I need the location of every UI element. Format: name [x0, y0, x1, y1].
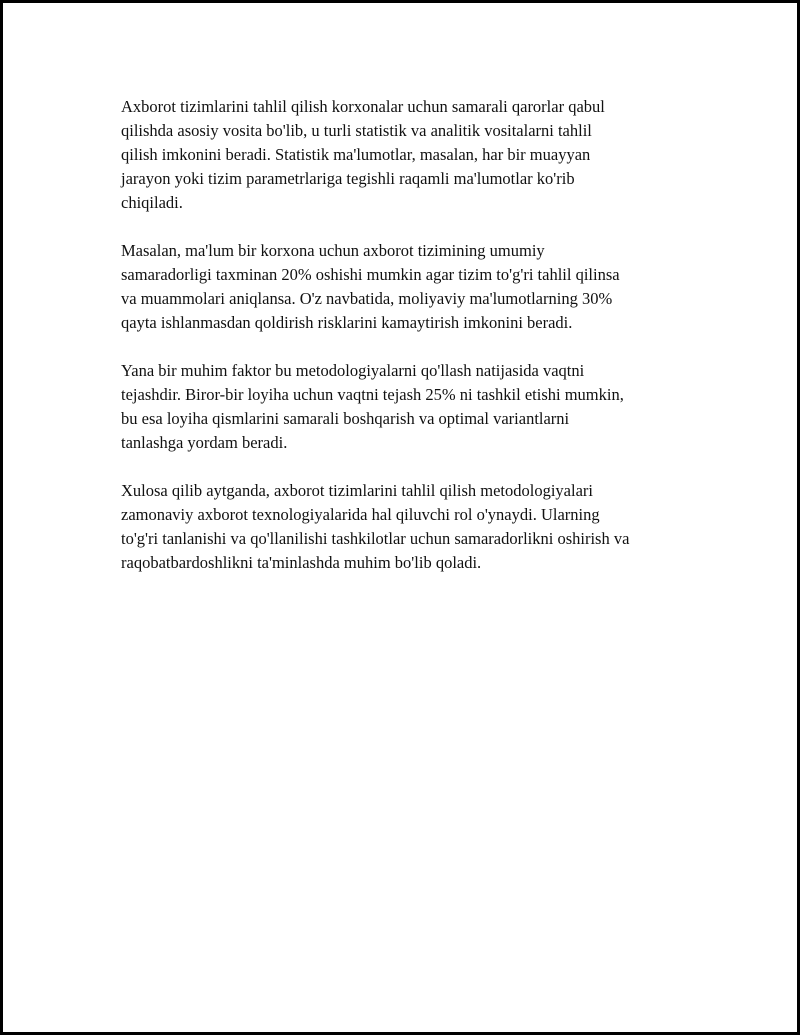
paragraph-line: va muammolari aniqlansa. O'z navbatida, moliyaviy ma'lumotlarning 30% [121, 289, 613, 308]
paragraph-line: qilishda asosiy vosita bo'lib, u turli statistik va analitik vositalarni tahlil [121, 121, 592, 140]
paragraph-line: to'g'ri tanlanishi va qo'llanilishi tashkilotlar uchun samaradorlikni oshirish va [121, 529, 630, 548]
paragraph-line: chiqiladi. [121, 193, 183, 212]
paragraph-line: Xulosa qilib aytganda, axborot tizimlarini tahlil qilish metodologiyalari [121, 481, 593, 500]
paragraph-line: tanlashga yordam beradi. [121, 433, 288, 452]
paragraph-line: qayta ishlanmasdan qoldirish risklarini kamaytirish imkonini beradi. [121, 313, 573, 332]
paragraph-1 [121, 95, 696, 215]
paragraph-line: jarayon yoki tizim parametrlariga tegishli raqamli ma'lumotlar ko'rib [121, 169, 575, 188]
paragraph-3 [121, 359, 696, 455]
paragraph-line: Yana bir muhim faktor bu metodologiyalarni qo'llash natijasida vaqtni [121, 361, 585, 380]
paragraph-line: bu esa loyiha qismlarini samarali boshqarish va optimal variantlarni [121, 409, 570, 428]
paragraph-line: raqobatbardoshlikni ta'minlashda muhim bo'lib qoladi. [121, 553, 482, 572]
paragraph-line: Masalan, ma'lum bir korxona uchun axborot tizimining umumiy [121, 241, 545, 260]
paragraph-line: qilish imkonini beradi. Statistik ma'lumotlar, masalan, har bir muayyan [121, 145, 591, 164]
paragraph-line: samaradorligi taxminan 20% oshishi mumkin agar tizim to'g'ri tahlil qilinsa [121, 265, 620, 284]
paragraph-line: tejashdir. Biror-bir loyiha uchun vaqtni tejash 25% ni tashkil etishi mumkin, [121, 385, 624, 404]
paragraph-4 [121, 479, 696, 575]
paragraph-line: Axborot tizimlarini tahlil qilish korxonalar uchun samarali qarorlar qabul [121, 97, 605, 116]
paragraph-2 [121, 239, 696, 335]
document-body [121, 95, 696, 599]
paragraph-line: zamonaviy axborot texnologiyalarida hal qiluvchi rol o'ynaydi. Ularning [121, 505, 600, 524]
